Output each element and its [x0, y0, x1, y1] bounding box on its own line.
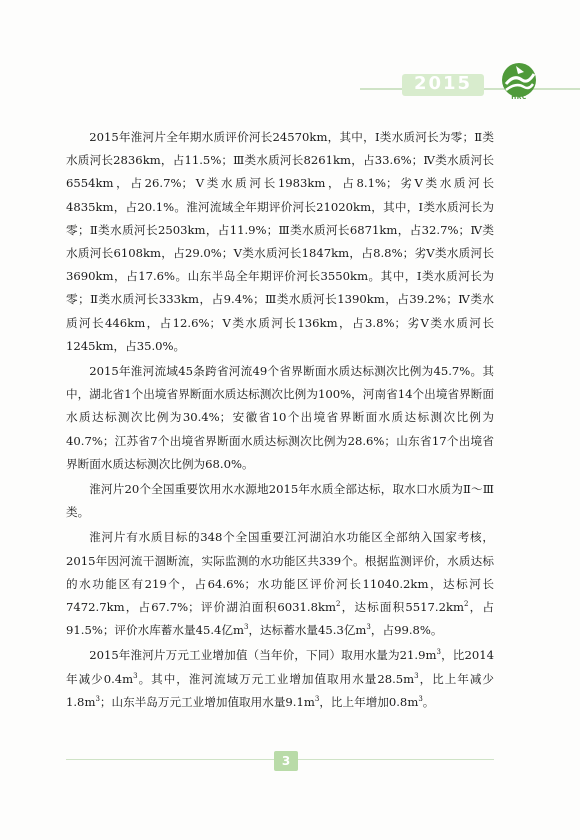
hrc-logo-icon — [494, 60, 544, 110]
page-number: 3 — [281, 754, 291, 768]
body-text — [66, 126, 494, 716]
paragraph-drinking-water-sources: 淮河片20个全国重要饮用水水源地2015年水质全部达标，取水口水质为Ⅱ～Ⅲ类。 — [66, 482, 494, 520]
paragraph-provincial-sections: 2015年淮河流域45条跨省河流49个省界断面水质达标测次比例为45.7%。其中，湖北省1个出境省界断面水质达标测次比例为100%，河南省14个出境省界断面水质达标测次比例为30.4%；安徽省10个出境省界断面水质达标测次比例为40.7%；江苏省7个出境省界断面水质达标测次比例为28.6%；山东省17个出境省界断面水质达标测次比例为68.0%。 — [66, 364, 494, 471]
year-label: 2015 — [413, 73, 473, 94]
logo-text: HRC — [511, 94, 527, 101]
paragraph-water-quality-rivers: 2015年淮河片全年期水质评价河长24570km，其中，Ⅰ类水质河长为零；Ⅱ类水质河长2836km，占11.5%；Ⅲ类水质河长8261km，占33.6%；Ⅳ类水质河长6554km，占26.7%；Ⅴ类水质河长1983km，占8.1%；劣Ⅴ类水质河长4835km，占20.1%。淮河流域全年期评价河长21020km，其中，Ⅰ类水质河长为零；Ⅱ类水质河长2503km，占11.9%；Ⅲ类水质河长6871km，占32.7%；Ⅳ类水质河长6108km，占29.0%；Ⅴ类水质河长1847km，占8.8%；劣Ⅴ类水质河长3690km，占17.6%。山东半岛全年期评价河长3550km。其中，Ⅰ类水质河长为零；Ⅱ类水质河长333km，占9.4%；Ⅲ类水质河长1390km，占39.2%；Ⅳ类水质河长446km，占12.6%；Ⅴ类水质河长136km，占3.8%；劣Ⅴ类水质河长1245km，占35.0%。 — [66, 130, 494, 353]
paragraph-industrial-water-use: 2015年淮河片万元工业增加值（当年价，下同）取用水量为$21.9m^3$，比2014年减少$0.4m^3$。其中，淮河流域万元工业增加值取用水量$28.5m^3$，比上年减少$1.8m^3$；山东半岛万元工业增加值取用水量$9.1m^3$，比上年增加$0.8m^3$。 — [66, 648, 495, 709]
paragraph-water-function-zones: 淮河片有水质目标的348个全国重要江河湖泊水功能区全部纳入国家考核，2015年因河流干涸断流，实际监测的水功能区共339个。根据监测评价，水质达标的水功能区有219个，占64.6%；水功能区评价河长11040.2km，达标河长7472.7km，占67.7%；评价湖泊面积$6031.8km^2$，达标面积$5517.2km^2$，占91.5%；评价水库蓄水量45.4亿$m^3$，达标蓄水量45.3亿$m^3$，占99.8%。 — [66, 530, 494, 638]
